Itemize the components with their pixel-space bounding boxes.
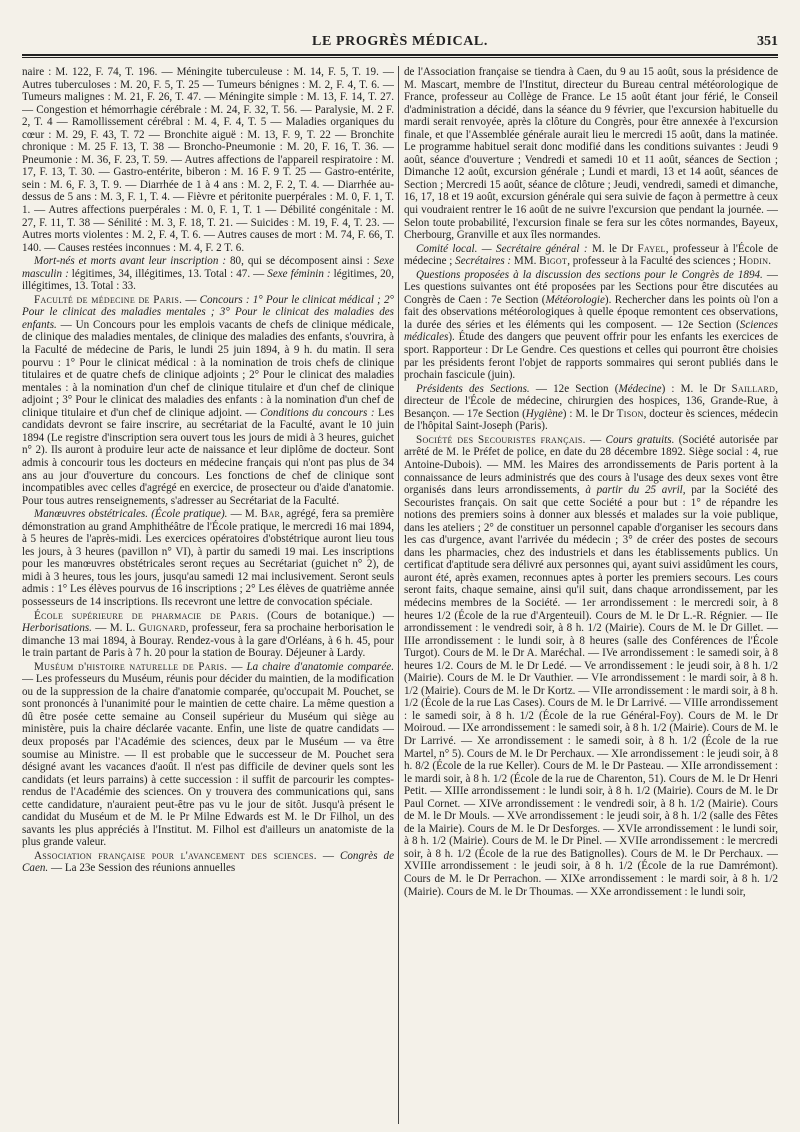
page-header xyxy=(22,32,778,58)
column-divider xyxy=(398,66,399,1124)
questions-proposees-paragraph: Questions proposées à la discussion des sections pour le Congrès de 1894. — Les questions suivantes ont été proposées par les Sections pour être discutées au Congrès de Caen : 7e Section (Météorologie). Rechercher dans les points où l'on a fait des observations météorologiques à quelle époque remontent ces observations, la durée des séries et les éléments qui les composent. — 12e Section (Sciences médicales). Étude des dangers que peuvent offrir pour les enfants les exercices de sport. Rapporteur : Dr Le Gendre. Ces questions et celles qui pourront être choisies par les présidents feront l'objet de rapports sommaires qui seront publiés dans le prochain fascicule (juin). xyxy=(404,268,778,382)
right-column xyxy=(404,66,778,1124)
secouristes-notice: Société des Secouristes français. — Cours gratuits. (Société autorisée par arrêté de M. le Préfet de police, en date du 28 décembre 1892. Siège social : 4, rue Antoine-Dubois). — MM. les Maires des arrondissements de Paris portent à la connaissance de leurs administrés que des cours à l'usage des deux sexes vont être organisés dans leurs arrondissements, à partir du 25 avril, par la Société des Secouristes français. On sait que cette Société a pour but : 1° de répandre les notions des premiers soins à donner aux blessés et malades sur la voie publique, dans les ateliers ; 2° de constituer un personnel capable d'organiser les secours dans les cas d'urgence, avant l'arrivée du médecin ; 3° de créer des postes de secours dans les pharmacies, chez des industriels et dans les établissements publics. Un certificat d'aptitude sera délivré aux personnes qui, ayant suivi assidûment les cours, auront été, après examen, reconnues aptes à porter les premiers secours. Les cours seront faits, chaque semaine, ainsi qu'il suit, dans chaque arrondissement, par les médecins membres de la Société. — 1er arrondissement : le mercredi soir, à 8 heures 1/2 (École de la rue d'Argenteuil). Cours de M. le Dr L.-R. Régnier. — IIe arrondissement : le vendredi soir, à 8 h. 1/2 (Mairie). Cours de M. le Dr Gillet. — IIIe arrondissement : le lundi soir, à 8 heures (salle des Conférences de l'École Turgot). Cours de M. le Dr A. Maréchal. — IVe arrondissement : le samedi soir, à 8 heures 1/2. Cours de M. le Dr Ledé. — Ve arrondissement : le jeudi soir, à 8 h. 1/2 (Mairie). Cours de M. le Dr Vauthier. — VIe arrondissement : le mardi soir, à 8 h. 1/2 (Mairie). Cours de M. le Dr Kortz. — VIIe arrondissement : le mardi soir, à 8 h. 1/2 (École de la rue Las Cases). Cours de M. le Dr Larrivé. — VIIIe arrondissement : le samedi soir, à 8 h. 1/2 (École de la rue Général-Foy). Cours de M. le Dr Moiroud. — IXe arrondissement : le samedi soir, à 8 h. 1/2 (Mairie). Cours de M. le Dr Larrivé. — Xe arrondissement : le samedi soir, à 8 h. 1/2 (École de la rue Martel, n° 5). Cours de M. le Dr Perchaux. — XIe arrondissement : le jeudi soir, à 8 h. 8/2 (École de la rue Keller). Cours de M. le Dr Pasteau. — XIIe arrondissement : le mardi soir, à 8 h. 1/2 (École de la rue de Charenton, 51). Cours de M. le Dr Henri Petit. — XIIIe arrondissement : le lundi soir, à 8 h. 1/2 (Mairie). Cours de M. le Dr Paul Cornet. — XIVe arrondissement : le vendredi soir, à 8 h. 1/2 (Mairie). Cours de M. le Dr Mouls. — XVe arrondissement : le jeudi soir, à 8 h. 1/2 (salle des Fêtes de la Mairie). Cours de M. le Dr Desforges. — XVIe arrondissement : le lundi soir, à 8 h. 1/2 (Mairie). Cours de M. le Dr Pinel. — XVIIe arrondissement : le mercredi soir, à 8 h. 1/2 (École de la rue des Batignolles). Cours de M. le Dr Perchaux. — XVIIIe arrondissement : le jeudi soir, à 8 h. 1/2 (École de la rue Damrémont). Cours de M. le Dr Perrachon. — XIXe arrondissement : le mardi soir, à 8 h. 1/2 (Mairie). Cours de M. le Dr Thoumas. — XXe arrondissement : le lundi soir, xyxy=(404,433,778,898)
presidents-sections-paragraph: Présidents des Sections. — 12e Section (Médecine) : M. le Dr Saillard, directeur de l'École de médecine, chirurgien des hospices, 136, Grande-Rue, à Besançon. — 17e Section (Hygiène) : M. le Dr Tison, docteur ès sciences, médecin de l'hôpital Saint-Joseph (Paris). xyxy=(404,382,778,433)
manoeuvres-obstetricales-notice: Manœuvres obstétricales. (École pratique). — M. Bar, agrégé, fera sa première démonstration au grand Amphithéâtre de l'École pratique, le mercredi 16 mai 1894, à 5 heures de l'après-midi. Les exercices opératoires d'obstétrique auront lieu tous les jours, à 3 heures (pavillon n° VI), à partir du samedi 19 mai. Les inscriptions pour les manœuvres obstétricales seront reçues au Secrétariat (guichet n° 2), de midi à 3 heures, tous les jours, jusqu'au samedi 12 mai inclusivement. Seront seuls admis : 1° Les élèves pourvus de 16 inscriptions ; 2° Les élèves de quatrième année possesseurs de 14 inscriptions. Ils recevront une lettre de convocation spéciale. xyxy=(22,508,394,608)
journal-title: LE PROGRÈS MÉDICAL. xyxy=(312,34,488,49)
mortality-statistics: naire : M. 122, F. 74, T. 196. — Méningite tuberculeuse : M. 14, F. 5, T. 19. — Autres tuberculoses : M. 20, F. 5, T. 25 — Tumeurs bénignes : M. 2, F. 4, T. 6. — Tumeurs malignes : M. 21, F. 26, T. 47. — Méningite simple : M. 13, F. 14, T. 27. — Congestion et hémorrhagie cérébrale : M. 24, F. 32, T. 56. — Paralysie, M. 2 F. 2, T. 4 — Ramollissement cérébral : M. 4, F. 4, T. 5 — Maladies organiques du cœur : M. 29, F. 43, T. 72 — Bronchite aiguë : M. 13, F. 9, T. 22 — Bronchite chronique : M. 25 F. 13, T. 38 — Broncho-Pneumonie : M. 20, F. 16, T. 36. — Pneumonie : M. 36, F. 23, T. 59. — Autres affections de l'appareil respiratoire : M. 17, F. 13, T. 30. — Gastro-entérite, biberon : M. 16 F. 9 T. 25 — Gastro-entérite, sein : M. 6, F. 3, T. 9. — Diarrhée de 1 à 4 ans : M. 2, F. 2, T. 4. — Diarrhée au-dessus de 5 ans : M. 3, F. 1, T. 4. — Fièvre et péritonite puerpérales : M. 0, F. 1, T. 1. — Autres affections puerpérales : M. 0, F. 1, T. 1 — Débilité congénitale : M. 27, F. 11, T. 38 — Sénilité : M. 3, F. 18, T. 21. — Suicides : M. 19, F. 4, T. 23. — Autres morts violentes : M. 2, F. 4, T. 6. — Autres causes de mort : M. 74, F. 66, T. 140. — Causes restées inconnues : M. 4, F. 2 T. 6. xyxy=(22,66,394,254)
left-column xyxy=(22,66,394,1124)
header-rule xyxy=(22,54,778,58)
faculte-medecine-notice: Faculté de médecine de Paris. — Concours : 1° Pour le clinicat médical ; 2° Pour le clinicat des maladies mentales ; 3° Pour le clinicat des maladies des enfants. — Un Concours pour les emplois vacants de chefs de clinique médicale, de clinique des maladies mentales, de clinique des maladies des enfants, s'ouvrira, à la Faculté de médecine de Paris, le lundi 25 juin 1894, à 9 h. du matin. Il sera pourvu : 1° Pour le clinicat médical : à la nomination de trois chefs de clinique titulaires et de quatre chefs de clinique adjoints ; 2° Pour le clinicat des maladies mentales : à la nomination d'un chef de clinique titulaire et d'un chef de clinique adjoint ; 3° Pour le clinicat des maladies des enfants : à la nomination d'un chef de clinique titulaire et d'un chef de clinique adjoint. — Conditions du concours : Les candidats devront se faire inscrire, au secrétariat de la Faculté, avant le 10 juin 1894 (Le registre d'inscription sera ouvert tous les jours de midi à 3 heures, guichet n° 2). Ils auront à produire leur acte de naissance et leur diplôme de docteur. Sont admis à concourir tous les docteurs en médecine français qui n'ont pas plus de 34 ans au jour d'ouverture du concours. Les fonctions de chef de clinique sont incompatibles avec celles d'agrégé en exercice, de prosecteur ou d'aide d'anatomie. Pour tous autres renseignements, s'adresser au Secrétariat de la Faculté. xyxy=(22,293,394,507)
section-heading: Association française pour l'avancement des sciences. xyxy=(34,849,317,862)
ecole-pharmacie-notice: École supérieure de pharmacie de Paris. (Cours de botanique.) — Herborisations. — M. L. Guignard, professeur, fera sa prochaine herborisation le dimanche 13 mai 1894, à Bouray. Rendez-vous à la gare d'Orléans, à 6 h. 45, pour le train partant de Paris à 7 h. 20 pour la station de Bouray. Déjeuner à Lardy. xyxy=(22,609,394,660)
association-francaise-notice: Association française pour l'avancement des sciences. — Congrès de Caen. — La 23e Session des réunions annuelles xyxy=(22,849,394,875)
museum-notice: Muséum d'histoire naturelle de Paris. — La chaire d'anatomie comparée. — Les professeurs du Muséum, réunis pour décider du maintien, de la modification ou de la suppression de la chaire d'anatomie comparée, qu'occupait M. Pouchet, se sont prononcés à l'unanimité pour le maintien de cette chaire. La même question a dû être posée cette semaine au Conseil supérieur du Muséum qui siège au ministère, puis la chaire déclarée vacante. Enfin, une liste de quatre candidats — deux proposés par l'Académie des sciences, deux par le Muséum — va être soumise au Ministre. — Il est probable que le successeur de M. Pouchet sera désigné avant les vacances d'août. Il n'est pas difficile de deviner quels sont les candidats (et leurs parrains) à cette succession : il suffit de parcourir les comptes-rendus de l'Académie des sciences. On y trouvera des communications qui, sans cette candidature, n'auraient peut-être pas vu le jour de sitôt. Jusqu'à présent le candidat du Muséum et de M. le Pr Milne Edwards est M. le Dr Filhol, un des savants les plus appréciés à l'Institut. M. Filhol est d'ailleurs un anatomiste de la plus grande valeur. xyxy=(22,660,394,849)
page-number: 351 xyxy=(757,34,778,49)
section-heading: Société des Secouristes français. xyxy=(416,433,586,446)
section-heading: Faculté de médecine de Paris. xyxy=(34,293,183,306)
section-heading: École supérieure de pharmacie de Paris. xyxy=(34,609,259,622)
stillbirths-paragraph: Mort-nés et morts avant leur inscription : 80, qui se décomposent ainsi : Sexe masculin : légitimes, 34, illégitimes, 13. Total : 47. — Sexe féminin : légitimes, 20, illégitimes, 13. Total : 33. xyxy=(22,255,394,293)
congres-caen-paragraph: de l'Association française se tiendra à Caen, du 9 au 15 août, sous la présidence de M. Mascart, membre de l'Institut, directeur du Bureau central météorologique de France, professeur au Collège de France. Le 15 août étant jour férié, le Conseil d'administration a décidé, dans la séance du 9 février, que l'excursion habituelle du mardi serait renvoyée, après la clôture du Congrès, pour être annexée à l'excursion finale, et que l'Assemblée générale aurait lieu le mercredi 15 août, dans la matinée. Le programme habituel serait donc modifié dans les conditions suivantes : Jeudi 9 août, séance d'ouverture ; Vendredi et samedi 10 et 11 août, séances de Section ; Dimanche 12 août, excursion générale ; Lundi et mardi, 13 et 14 août, séances de Section ; Mercredi 15 août, séance de clôture ; Jeudi, vendredi, samedi et dimanche, 16, 17, 18 et 19 août, excursion générale qui sera suivie de façon à permettre à ceux qui voudraient rentrer le 16 août de ne suivre l'excursion que pendant la journée. — Selon toute probabilité, l'excursion finale se fera sur les côtes normandes, Bayeux, Cherbourg, Granville et aux îles normandes. xyxy=(404,66,778,242)
comite-local-paragraph: Comité local. — Secrétaire général : M. le Dr Fayel, professeur à l'École de médecine ; Secrétaires : MM. Bigot, professeur à la Faculté des sciences ; Hodin. xyxy=(404,242,778,268)
section-heading: Muséum d'histoire naturelle de Paris. xyxy=(34,660,228,673)
